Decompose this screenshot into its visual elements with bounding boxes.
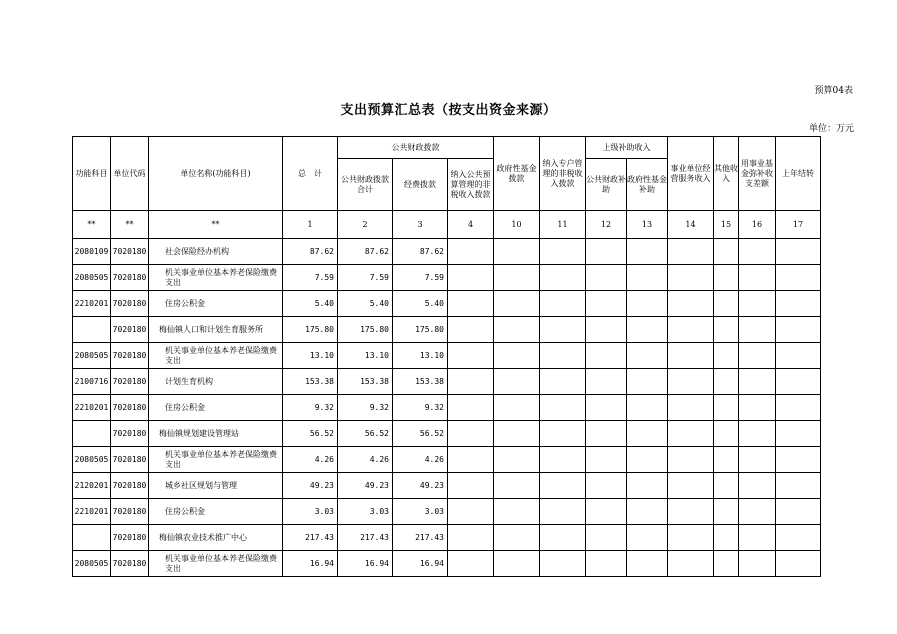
- operating-funds-cell: 175.80: [393, 317, 448, 343]
- empty-cell: [586, 343, 627, 369]
- unit-name-cell: 城乡社区规划与管理: [149, 473, 283, 499]
- header-fund-balance: 用事业基金弥补收支差额: [739, 137, 776, 211]
- total-cell: 3.03: [283, 499, 338, 525]
- empty-cell: [627, 551, 668, 577]
- empty-cell: [668, 525, 714, 551]
- func-subject-cell: 2080505: [73, 447, 111, 473]
- empty-cell: [494, 395, 540, 421]
- empty-cell: [586, 395, 627, 421]
- empty-cell: [494, 473, 540, 499]
- empty-cell: [540, 525, 586, 551]
- empty-cell: [540, 447, 586, 473]
- empty-cell: [627, 291, 668, 317]
- public-finance-total-cell: 153.38: [338, 369, 393, 395]
- empty-cell: [776, 395, 821, 421]
- header-sub-gov-fund: 政府性基金补助: [627, 159, 668, 211]
- empty-cell: [668, 369, 714, 395]
- unit-name-cell: 社会保险经办机构: [149, 239, 283, 265]
- public-finance-total-cell: 56.52: [338, 421, 393, 447]
- empty-cell: [586, 551, 627, 577]
- index-cell: 10: [494, 211, 540, 239]
- unit-name-cell: 住房公积金: [149, 499, 283, 525]
- unit-name-cell: 梅仙镇规划建设管理站: [149, 421, 283, 447]
- public-finance-total-cell: 5.40: [338, 291, 393, 317]
- empty-cell: [494, 499, 540, 525]
- unit-label: 单位：万元: [808, 124, 854, 134]
- empty-cell: [668, 395, 714, 421]
- empty-cell: [668, 317, 714, 343]
- unit-name-cell: 住房公积金: [149, 395, 283, 421]
- empty-cell: [494, 369, 540, 395]
- unit-code-cell: 7020180: [111, 499, 149, 525]
- empty-cell: [714, 317, 739, 343]
- empty-cell: [448, 447, 494, 473]
- unit-name-cell: 机关事业单位基本养老保险缴费支出: [149, 447, 283, 473]
- header-prior-carryover: 上年结转: [776, 137, 821, 211]
- empty-cell: [776, 239, 821, 265]
- empty-cell: [668, 551, 714, 577]
- empty-cell: [668, 239, 714, 265]
- index-cell: 13: [627, 211, 668, 239]
- func-subject-cell: [73, 317, 111, 343]
- total-cell: 16.94: [283, 551, 338, 577]
- unit-code-cell: 7020180: [111, 473, 149, 499]
- empty-cell: [776, 291, 821, 317]
- table-row: [73, 421, 821, 447]
- total-cell: 217.43: [283, 525, 338, 551]
- operating-funds-cell: 16.94: [393, 551, 448, 577]
- empty-cell: [448, 239, 494, 265]
- unit-code-cell: 7020180: [111, 265, 149, 291]
- empty-cell: [739, 525, 776, 551]
- empty-cell: [668, 447, 714, 473]
- header-non-tax-in-budget: 纳入公共预算管理的非税收入拨款: [448, 159, 494, 211]
- unit-code-cell: 7020180: [111, 421, 149, 447]
- empty-cell: [448, 317, 494, 343]
- empty-cell: [714, 499, 739, 525]
- header-sub-public-finance: 公共财政补助: [586, 159, 627, 211]
- empty-cell: [739, 265, 776, 291]
- empty-cell: [739, 421, 776, 447]
- empty-cell: [776, 265, 821, 291]
- unit-name-cell: 机关事业单位基本养老保险缴费支出: [149, 343, 283, 369]
- empty-cell: [714, 421, 739, 447]
- empty-cell: [494, 525, 540, 551]
- empty-cell: [448, 551, 494, 577]
- table-row: [73, 239, 821, 265]
- table-row: [73, 551, 821, 577]
- total-cell: 49.23: [283, 473, 338, 499]
- empty-cell: [739, 499, 776, 525]
- table-row: [73, 473, 821, 499]
- empty-cell: [540, 265, 586, 291]
- header-other-income: 其他收入: [714, 137, 739, 211]
- empty-cell: [776, 369, 821, 395]
- index-cell: **: [111, 211, 149, 239]
- empty-cell: [540, 239, 586, 265]
- header-unit-code: 单位代码: [111, 137, 149, 211]
- total-cell: 4.26: [283, 447, 338, 473]
- index-cell: 14: [668, 211, 714, 239]
- empty-cell: [627, 447, 668, 473]
- empty-cell: [668, 343, 714, 369]
- empty-cell: [627, 265, 668, 291]
- empty-cell: [739, 551, 776, 577]
- table-row: [73, 447, 821, 473]
- empty-cell: [494, 421, 540, 447]
- table-row: [73, 265, 821, 291]
- total-cell: 7.59: [283, 265, 338, 291]
- index-row: [73, 211, 821, 239]
- total-cell: 87.62: [283, 239, 338, 265]
- empty-cell: [668, 421, 714, 447]
- empty-cell: [448, 343, 494, 369]
- empty-cell: [448, 291, 494, 317]
- empty-cell: [540, 317, 586, 343]
- empty-cell: [714, 239, 739, 265]
- empty-cell: [627, 343, 668, 369]
- empty-cell: [714, 551, 739, 577]
- empty-cell: [448, 499, 494, 525]
- empty-cell: [586, 447, 627, 473]
- empty-cell: [586, 473, 627, 499]
- operating-funds-cell: 9.32: [393, 395, 448, 421]
- unit-name-cell: 梅仙镇农业技术推广中心: [149, 525, 283, 551]
- empty-cell: [714, 395, 739, 421]
- operating-funds-cell: 49.23: [393, 473, 448, 499]
- empty-cell: [448, 265, 494, 291]
- empty-cell: [586, 239, 627, 265]
- index-cell: 1: [283, 211, 338, 239]
- empty-cell: [494, 291, 540, 317]
- empty-cell: [739, 369, 776, 395]
- empty-cell: [714, 525, 739, 551]
- func-subject-cell: 2120201: [73, 473, 111, 499]
- public-finance-total-cell: 4.26: [338, 447, 393, 473]
- empty-cell: [627, 395, 668, 421]
- unit-name-cell: 梅仙镇人口和计划生育服务所: [149, 317, 283, 343]
- empty-cell: [739, 473, 776, 499]
- empty-cell: [776, 421, 821, 447]
- index-cell: 17: [776, 211, 821, 239]
- unit-code-cell: 7020180: [111, 395, 149, 421]
- unit-name-cell: 机关事业单位基本养老保险缴费支出: [149, 551, 283, 577]
- table-row: [73, 369, 821, 395]
- public-finance-total-cell: 7.59: [338, 265, 393, 291]
- unit-code-cell: 7020180: [111, 525, 149, 551]
- budget-table: [72, 136, 821, 577]
- empty-cell: [739, 317, 776, 343]
- unit-name-cell: 住房公积金: [149, 291, 283, 317]
- index-cell: 4: [448, 211, 494, 239]
- empty-cell: [448, 525, 494, 551]
- public-finance-total-cell: 9.32: [338, 395, 393, 421]
- func-subject-cell: 2210201: [73, 291, 111, 317]
- table-body: [73, 239, 821, 577]
- empty-cell: [448, 473, 494, 499]
- empty-cell: [540, 473, 586, 499]
- empty-cell: [776, 447, 821, 473]
- empty-cell: [540, 395, 586, 421]
- index-cell: 3: [393, 211, 448, 239]
- operating-funds-cell: 56.52: [393, 421, 448, 447]
- header-public-finance: 公共财政拨款: [338, 137, 494, 159]
- unit-code-cell: 7020180: [111, 369, 149, 395]
- empty-cell: [627, 499, 668, 525]
- empty-cell: [627, 525, 668, 551]
- index-cell: 12: [586, 211, 627, 239]
- header-public-finance-total: 公共财政拨款合计: [338, 159, 393, 211]
- empty-cell: [540, 343, 586, 369]
- empty-cell: [586, 421, 627, 447]
- index-cell: 16: [739, 211, 776, 239]
- header-special-non-tax: 纳入专户管理的非税收入拨款: [540, 137, 586, 211]
- operating-funds-cell: 13.10: [393, 343, 448, 369]
- empty-cell: [494, 239, 540, 265]
- empty-cell: [714, 473, 739, 499]
- table-row: [73, 499, 821, 525]
- empty-cell: [668, 499, 714, 525]
- func-subject-cell: 2100716: [73, 369, 111, 395]
- operating-funds-cell: 153.38: [393, 369, 448, 395]
- index-cell: 2: [338, 211, 393, 239]
- public-finance-total-cell: 87.62: [338, 239, 393, 265]
- public-finance-total-cell: 3.03: [338, 499, 393, 525]
- unit-code-cell: 7020180: [111, 343, 149, 369]
- empty-cell: [494, 265, 540, 291]
- empty-cell: [448, 421, 494, 447]
- empty-cell: [668, 473, 714, 499]
- empty-cell: [627, 473, 668, 499]
- empty-cell: [627, 239, 668, 265]
- operating-funds-cell: 87.62: [393, 239, 448, 265]
- empty-cell: [739, 343, 776, 369]
- empty-cell: [714, 343, 739, 369]
- header-superior-subsidy: 上级补助收入: [586, 137, 668, 159]
- empty-cell: [627, 369, 668, 395]
- empty-cell: [540, 369, 586, 395]
- empty-cell: [776, 525, 821, 551]
- func-subject-cell: 2210201: [73, 395, 111, 421]
- func-subject-cell: 2210201: [73, 499, 111, 525]
- public-finance-total-cell: 16.94: [338, 551, 393, 577]
- empty-cell: [776, 343, 821, 369]
- func-subject-cell: [73, 421, 111, 447]
- func-subject-cell: 2080505: [73, 343, 111, 369]
- empty-cell: [540, 291, 586, 317]
- index-cell: **: [73, 211, 111, 239]
- index-cell: 11: [540, 211, 586, 239]
- page-title: 支出预算汇总表（按支出资金来源）: [340, 103, 557, 118]
- public-finance-total-cell: 13.10: [338, 343, 393, 369]
- unit-code-cell: 7020180: [111, 239, 149, 265]
- header-total: 总 计: [283, 137, 338, 211]
- total-cell: 5.40: [283, 291, 338, 317]
- empty-cell: [586, 369, 627, 395]
- total-cell: 175.80: [283, 317, 338, 343]
- unit-name-cell: 计划生育机构: [149, 369, 283, 395]
- empty-cell: [540, 499, 586, 525]
- empty-cell: [627, 317, 668, 343]
- func-subject-cell: 2080505: [73, 551, 111, 577]
- header-business-income: 事业单位经营服务收入: [668, 137, 714, 211]
- empty-cell: [494, 447, 540, 473]
- empty-cell: [627, 421, 668, 447]
- empty-cell: [776, 499, 821, 525]
- empty-cell: [586, 499, 627, 525]
- empty-cell: [668, 265, 714, 291]
- public-finance-total-cell: 175.80: [338, 317, 393, 343]
- unit-code-cell: 7020180: [111, 551, 149, 577]
- unit-code-cell: 7020180: [111, 291, 149, 317]
- operating-funds-cell: 4.26: [393, 447, 448, 473]
- empty-cell: [776, 473, 821, 499]
- empty-cell: [739, 395, 776, 421]
- total-cell: 9.32: [283, 395, 338, 421]
- empty-cell: [668, 291, 714, 317]
- operating-funds-cell: 5.40: [393, 291, 448, 317]
- index-cell: 15: [714, 211, 739, 239]
- form-number: 预算04表: [814, 86, 853, 96]
- empty-cell: [739, 239, 776, 265]
- empty-cell: [776, 551, 821, 577]
- empty-cell: [714, 291, 739, 317]
- header-func-subject: 功能科目: [73, 137, 111, 211]
- table-row: [73, 343, 821, 369]
- empty-cell: [739, 291, 776, 317]
- empty-cell: [714, 265, 739, 291]
- empty-cell: [540, 551, 586, 577]
- empty-cell: [494, 317, 540, 343]
- total-cell: 13.10: [283, 343, 338, 369]
- operating-funds-cell: 3.03: [393, 499, 448, 525]
- empty-cell: [714, 369, 739, 395]
- empty-cell: [448, 395, 494, 421]
- func-subject-cell: 2080505: [73, 265, 111, 291]
- func-subject-cell: 2080109: [73, 239, 111, 265]
- empty-cell: [540, 421, 586, 447]
- empty-cell: [586, 291, 627, 317]
- operating-funds-cell: 7.59: [393, 265, 448, 291]
- unit-code-cell: 7020180: [111, 447, 149, 473]
- empty-cell: [714, 447, 739, 473]
- unit-name-cell: 机关事业单位基本养老保险缴费支出: [149, 265, 283, 291]
- unit-code-cell: 7020180: [111, 317, 149, 343]
- public-finance-total-cell: 217.43: [338, 525, 393, 551]
- empty-cell: [494, 551, 540, 577]
- header-unit-name: 单位名称(功能科目): [149, 137, 283, 211]
- table-row: [73, 525, 821, 551]
- empty-cell: [586, 317, 627, 343]
- empty-cell: [586, 525, 627, 551]
- total-cell: 56.52: [283, 421, 338, 447]
- public-finance-total-cell: 49.23: [338, 473, 393, 499]
- table-row: [73, 317, 821, 343]
- empty-cell: [494, 343, 540, 369]
- empty-cell: [776, 317, 821, 343]
- index-cell: **: [149, 211, 283, 239]
- func-subject-cell: [73, 525, 111, 551]
- table-row: [73, 291, 821, 317]
- header-gov-fund: 政府性基金拨款: [494, 137, 540, 211]
- empty-cell: [739, 447, 776, 473]
- header-operating-funds: 经费拨款: [393, 159, 448, 211]
- operating-funds-cell: 217.43: [393, 525, 448, 551]
- total-cell: 153.38: [283, 369, 338, 395]
- empty-cell: [586, 265, 627, 291]
- table-row: [73, 395, 821, 421]
- empty-cell: [448, 369, 494, 395]
